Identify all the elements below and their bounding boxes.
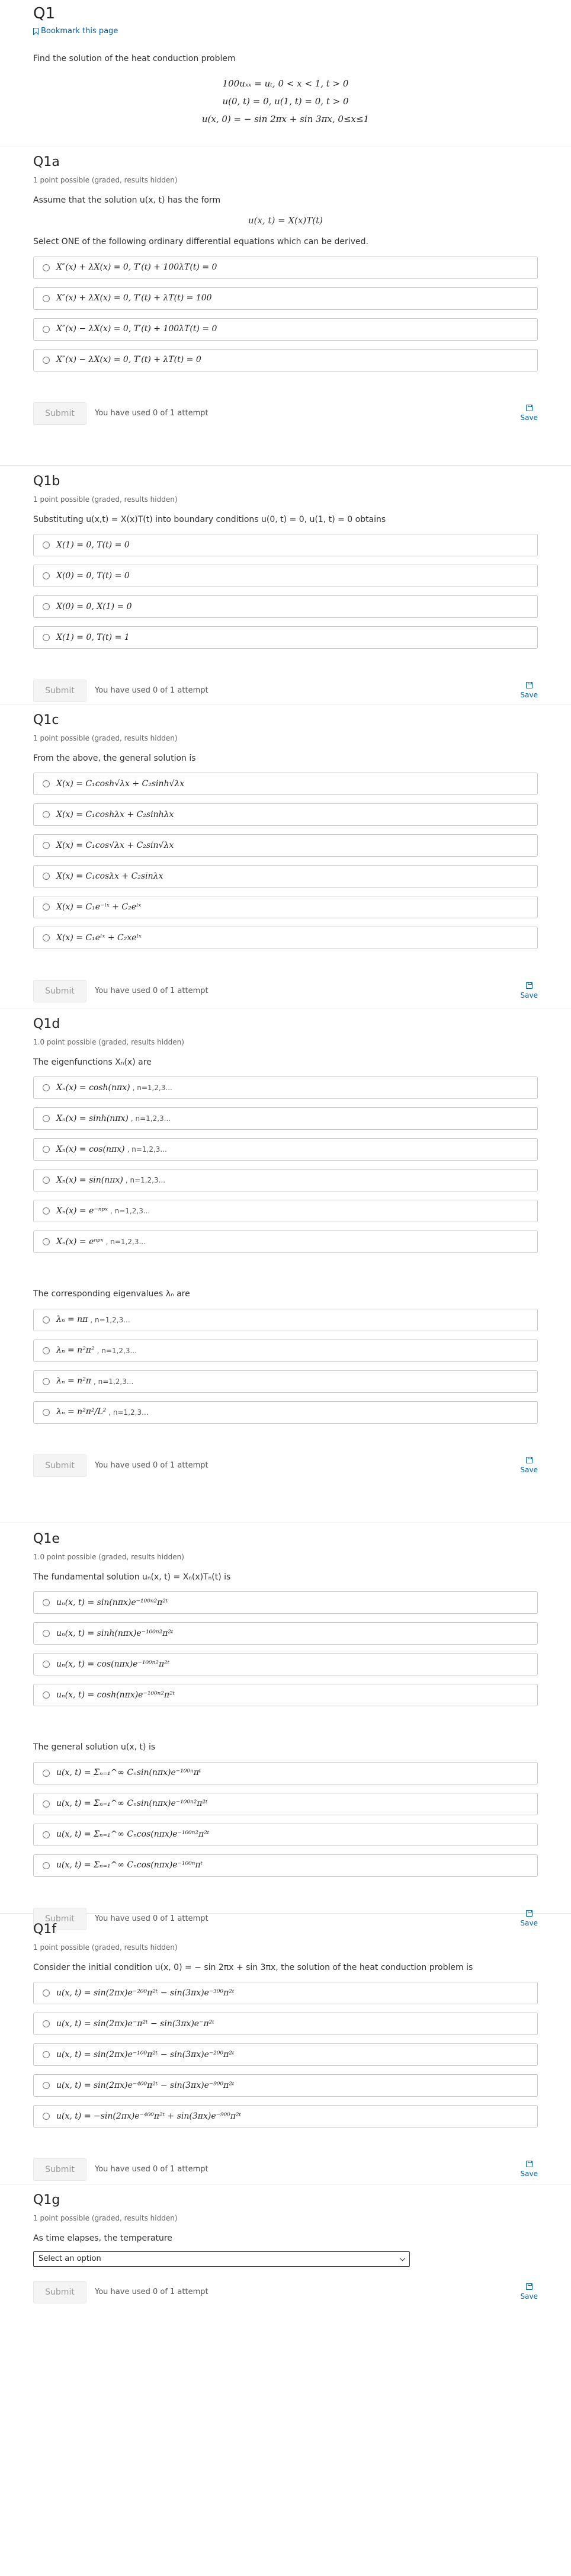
option[interactable]: [33, 534, 538, 556]
option-label: λₙ = nπ: [56, 1315, 88, 1325]
option[interactable]: [33, 865, 538, 887]
option-label: u(x, t) = sin(2πx)e⁻⁴⁰⁰π²ᵗ − sin(3πx)e⁻⁹⁰⁰π²ᵗ: [56, 2080, 235, 2090]
submit-button[interactable]: Submit: [33, 1454, 86, 1477]
radio-button[interactable]: [43, 1316, 50, 1324]
option[interactable]: [33, 595, 538, 618]
option[interactable]: [33, 773, 538, 795]
problem-stem: Consider the initial condition u(x, 0) = − sin 2πx + sin 3πx, the solution of the heat conduction problem is: [33, 1962, 473, 1972]
option-label: X(0) = 0, T(t) = 0: [56, 571, 130, 581]
radio-button[interactable]: [43, 1177, 50, 1184]
radio-button[interactable]: [43, 842, 50, 849]
option[interactable]: [33, 2013, 538, 2035]
save-icon: [526, 2161, 532, 2167]
option[interactable]: [33, 318, 538, 341]
problem-stem: From the above, the general solution is: [33, 753, 196, 763]
save-icon: [526, 682, 532, 688]
option-label: X(x) = C₁cosh√λx + C₂sinh√λx: [56, 778, 185, 789]
option-label: λₙ = n²π²/L²: [56, 1407, 107, 1417]
option-label: Xₙ(x) = eⁿᵖˣ: [56, 1236, 104, 1247]
submit-button[interactable]: Submit: [33, 2158, 86, 2181]
option-label: X(x) = C₁coshλx + C₂sinhλx: [56, 809, 174, 819]
option-label: X″(x) − λX(x) = 0, T′(t) + 100λT(t) = 0: [56, 324, 217, 334]
problem-stem: The fundamental solution uₙ(x, t) = Xₙ(x)Tₙ(t) is: [33, 1572, 231, 1582]
radio-button[interactable]: [43, 934, 50, 941]
save-label: Save: [520, 2292, 538, 2301]
option[interactable]: [33, 626, 538, 649]
save-button[interactable]: [521, 1457, 538, 1475]
radio-button[interactable]: [43, 1347, 50, 1354]
problem-title: Q1b: [33, 474, 60, 489]
radio-button[interactable]: [43, 603, 50, 610]
radio-button[interactable]: [43, 1378, 50, 1385]
option[interactable]: [33, 803, 538, 826]
submit-button[interactable]: Submit: [33, 2281, 86, 2303]
radio-button[interactable]: [43, 1146, 50, 1153]
problem-q1e: [33, 1523, 538, 1927]
attempts-text: You have used 0 of 1 attempt: [95, 1460, 208, 1470]
options-list: [33, 1076, 538, 1253]
radio-button[interactable]: [43, 572, 50, 579]
submit-button[interactable]: Submit: [33, 680, 86, 702]
radio-button[interactable]: [43, 903, 50, 911]
option[interactable]: [33, 2105, 538, 2128]
option[interactable]: [33, 1231, 538, 1253]
answer-dropdown[interactable]: [33, 2251, 410, 2267]
option[interactable]: [33, 349, 538, 371]
option-label: uₙ(x, t) = cosh(nπx)e⁻¹⁰⁰ⁿ²π²ᵗ: [56, 1690, 175, 1700]
save-label: Save: [520, 413, 538, 422]
options-list-2: [33, 1762, 538, 1877]
options-list-2: [33, 1309, 538, 1424]
option[interactable]: [33, 1138, 538, 1161]
option-label: u(x, t) = Σₙ₌₁^∞ Cₙcos(nπx)e⁻¹⁰⁰ⁿ²π²ᵗ: [56, 1830, 210, 1840]
radio-button[interactable]: [43, 1989, 50, 1997]
problem-stem-2: Select ONE of the following ordinary differential equations which can be derived.: [33, 237, 368, 247]
radio-button[interactable]: [43, 1409, 50, 1416]
option[interactable]: [33, 1076, 538, 1099]
option[interactable]: [33, 2074, 538, 2097]
problem-q1g: [33, 2184, 538, 2303]
option-label: X(1) = 0, T(t) = 1: [56, 632, 130, 642]
radio-button[interactable]: [43, 1661, 50, 1668]
option[interactable]: [33, 2043, 538, 2066]
option-label: Xₙ(x) = sinh(nπx): [56, 1113, 129, 1123]
radio-button[interactable]: [43, 1800, 50, 1808]
submit-button[interactable]: Submit: [33, 402, 86, 425]
option-label: uₙ(x, t) = cos(nπx)e⁻¹⁰⁰ⁿ²π²ᵗ: [56, 1659, 170, 1669]
option[interactable]: [33, 1591, 538, 1614]
bookmark-icon: [33, 28, 39, 35]
option-label: u(x, t) = −sin(2πx)e⁻⁴⁰⁰π²ᵗ + sin(3πx)e⁻⁹⁰⁰π²ᵗ: [56, 2111, 242, 2121]
options-list: [33, 773, 538, 949]
action-bar: [33, 2158, 538, 2181]
problem-meta: 1 point possible (graded, results hidden): [33, 176, 178, 184]
problem-meta: 1.0 point possible (graded, results hidden): [33, 1553, 184, 1561]
problem-q1b: [33, 466, 538, 704]
option[interactable]: [33, 257, 538, 279]
submit-button[interactable]: Submit: [33, 980, 86, 1002]
radio-button[interactable]: [43, 2082, 50, 2089]
option-label: u(x, t) = Σₙ₌₁^∞ Cₙsin(nπx)e⁻¹⁰⁰ⁿ²π²ᵗ: [56, 1799, 208, 1809]
assumed-form-equation: u(x, t) = X(x)T(t): [248, 215, 323, 226]
options-list: [33, 1591, 538, 1706]
radio-button[interactable]: [43, 295, 50, 302]
action-bar: [33, 1454, 538, 1477]
attempts-text: You have used 0 of 1 attempt: [95, 2165, 208, 2174]
option-suffix: , n=1,2,3...: [108, 1408, 149, 1417]
option[interactable]: [33, 1762, 538, 1784]
problem-intro: [33, 53, 538, 146]
problem-stem: As time elapses, the temperature: [33, 2233, 172, 2243]
option[interactable]: [33, 1340, 538, 1362]
action-bar: [33, 980, 538, 1002]
save-button[interactable]: [521, 682, 538, 700]
save-icon: [526, 982, 532, 989]
intro-equation-2: u(0, t) = 0, u(1, t) = 0, t > 0: [222, 95, 349, 107]
page-title: Q1: [33, 5, 56, 23]
option-label: X″(x) + λX(x) = 0, T′(t) + λT(t) = 100: [56, 293, 212, 303]
option-suffix: , n=1,2,3...: [90, 1315, 130, 1324]
save-label: Save: [520, 991, 538, 999]
option[interactable]: [33, 1854, 538, 1877]
radio-button[interactable]: [43, 1862, 50, 1869]
radio-button[interactable]: [43, 1084, 50, 1091]
problem-title: Q1d: [33, 1017, 60, 1031]
problem-meta: 1 point possible (graded, results hidden): [33, 734, 178, 742]
option[interactable]: [33, 927, 538, 949]
radio-button[interactable]: [43, 873, 50, 880]
radio-button[interactable]: [43, 326, 50, 333]
radio-button[interactable]: [43, 811, 50, 818]
radio-button[interactable]: [43, 264, 50, 271]
problem-title: Q1e: [33, 1531, 60, 1546]
save-label: Save: [520, 1918, 538, 1927]
problem-stem: Assume that the solution u(x, t) has the form: [33, 195, 221, 205]
action-bar: [33, 402, 538, 425]
option-suffix: , n=1,2,3...: [94, 1377, 134, 1386]
attempts-text: You have used 0 of 1 attempt: [95, 2287, 208, 2297]
option-label: X(0) = 0, X(1) = 0: [56, 601, 132, 611]
radio-button[interactable]: [43, 1115, 50, 1122]
option-label: λₙ = n²π²: [56, 1345, 95, 1356]
option[interactable]: [33, 1309, 538, 1331]
page-header: [33, 5, 538, 47]
radio-button[interactable]: [43, 634, 50, 641]
save-button[interactable]: [521, 2283, 538, 2302]
save-icon: [526, 2283, 532, 2290]
intro-equation-3: u(x, 0) = − sin 2πx + sin 3πx, 0≤x≤1: [201, 113, 370, 124]
dropdown-value: Select an option: [39, 2254, 101, 2264]
option-suffix: , n=1,2,3...: [110, 1206, 150, 1215]
radio-button[interactable]: [43, 357, 50, 364]
option[interactable]: [33, 1793, 538, 1815]
option[interactable]: [33, 1169, 538, 1191]
chevron-down-icon: [400, 2255, 406, 2261]
option-suffix: , n=1,2,3...: [127, 1145, 167, 1154]
save-label: Save: [520, 1465, 538, 1474]
option-label: u(x, t) = Σₙ₌₁^∞ Cₙcos(nπx)e⁻¹⁰⁰ⁿπᵗ: [56, 1860, 203, 1870]
problem-title: Q1g: [33, 2193, 60, 2207]
problem-stem-2: The general solution u(x, t) is: [33, 1742, 156, 1752]
bookmark-label: Bookmark this page: [41, 27, 118, 36]
option-label: X″(x) + λX(x) = 0, T′(t) + 100λT(t) = 0: [56, 262, 217, 273]
radio-button[interactable]: [43, 1770, 50, 1777]
problem-q1a: [33, 146, 538, 465]
option-label: X″(x) − λX(x) = 0, T′(t) + λT(t) = 0: [56, 355, 201, 365]
attempts-text: You have used 0 of 1 attempt: [95, 986, 208, 996]
problem-stem-2: The corresponding eigenvalues λₙ are: [33, 1289, 190, 1299]
option-suffix: , n=1,2,3...: [105, 1237, 146, 1246]
option-label: X(x) = C₁e⁻ˡˣ + C₂eˡˣ: [56, 902, 142, 912]
radio-button[interactable]: [43, 542, 50, 549]
intro-text: Find the solution of the heat conduction problem: [33, 54, 236, 63]
problem-stem: Substituting u(x,t) = X(x)T(t) into boundary conditions u(0, t) = 0, u(1, t) = 0 obtains: [33, 514, 386, 524]
option-label: u(x, t) = Σₙ₌₁^∞ Cₙsin(nπx)e⁻¹⁰⁰ⁿπᵗ: [56, 1768, 201, 1778]
submit-button[interactable]: Submit: [33, 1908, 86, 1930]
option-suffix: , n=1,2,3...: [125, 1175, 166, 1184]
radio-button[interactable]: [43, 1599, 50, 1606]
problem-meta: 1 point possible (graded, results hidden): [33, 2214, 178, 2222]
option[interactable]: [33, 1824, 538, 1846]
option-label: X(x) = C₁cos√λx + C₂sin√λx: [56, 840, 174, 850]
save-button[interactable]: [521, 405, 538, 423]
radio-button[interactable]: [43, 1238, 50, 1245]
problem-meta: 1 point possible (graded, results hidden): [33, 1943, 178, 1952]
option-label: λₙ = n²π: [56, 1376, 92, 1386]
option-label: Xₙ(x) = sin(nπx): [56, 1175, 123, 1185]
options-list: [33, 1982, 538, 2128]
attempts-text: You have used 0 of 1 attempt: [95, 686, 208, 696]
option[interactable]: [33, 1107, 538, 1130]
problem-meta: 1 point possible (graded, results hidden): [33, 495, 178, 504]
radio-button[interactable]: [43, 1630, 50, 1637]
problem-title: Q1c: [33, 713, 59, 728]
problem-stem: The eigenfunctions Xₙ(x) are: [33, 1057, 152, 1067]
option[interactable]: [33, 896, 538, 918]
save-label: Save: [520, 690, 538, 699]
options-list: [33, 257, 538, 371]
option-suffix: , n=1,2,3...: [132, 1083, 172, 1092]
option[interactable]: [33, 1622, 538, 1645]
option-suffix: , n=1,2,3...: [130, 1114, 171, 1123]
problem-q1c: [33, 704, 538, 1008]
intro-equation-1: 100uₓₓ = uₜ, 0 < x < 1, t > 0: [222, 78, 349, 89]
option-label: X(x) = C₁eˡˣ + C₂xeˡˣ: [56, 933, 142, 943]
save-icon: [526, 1457, 532, 1463]
problem-q1d: [33, 1008, 538, 1523]
radio-button[interactable]: [43, 1831, 50, 1838]
option-label: X(x) = C₁cosλx + C₂sinλx: [56, 871, 163, 881]
bookmark-link[interactable]: [33, 26, 118, 37]
save-icon: [526, 405, 532, 411]
option[interactable]: [33, 1370, 538, 1393]
option-label: u(x, t) = sin(2πx)e⁻²⁰⁰π²ᵗ − sin(3πx)e⁻³⁰⁰π²ᵗ: [56, 1988, 235, 1998]
options-list: [33, 534, 538, 649]
radio-button[interactable]: [43, 1207, 50, 1215]
option[interactable]: [33, 565, 538, 587]
option-label: uₙ(x, t) = sin(nπx)e⁻¹⁰⁰ⁿ²π²ᵗ: [56, 1597, 168, 1607]
problem-q1f: [33, 1914, 538, 2184]
radio-button[interactable]: [43, 2020, 50, 2027]
save-label: Save: [520, 2169, 538, 2178]
option[interactable]: [33, 1684, 538, 1706]
problem-title: Q1a: [33, 155, 60, 169]
action-bar: [33, 2281, 538, 2303]
problem-meta: 1.0 point possible (graded, results hidden): [33, 1038, 184, 1046]
option-label: Xₙ(x) = cos(nπx): [56, 1144, 125, 1154]
attempts-text: You have used 0 of 1 attempt: [95, 1914, 208, 1923]
option[interactable]: [33, 287, 538, 310]
problem-title: Q1f: [33, 1922, 57, 1937]
option[interactable]: [33, 834, 538, 857]
option-label: u(x, t) = sin(2πx)e⁻π²ᵗ − sin(3πx)e⁻π²ᵗ: [56, 2018, 214, 2029]
save-button[interactable]: [521, 982, 538, 1001]
action-bar: [33, 680, 538, 702]
radio-button[interactable]: [43, 1691, 50, 1699]
option-label: Xₙ(x) = cosh(nπx): [56, 1082, 130, 1092]
option-label: Xₙ(x) = e⁻ⁿᵖˣ: [56, 1206, 108, 1216]
radio-button[interactable]: [43, 2051, 50, 2058]
radio-button[interactable]: [43, 2113, 50, 2120]
save-button[interactable]: [521, 2161, 538, 2179]
option[interactable]: [33, 1200, 538, 1222]
option[interactable]: [33, 1401, 538, 1424]
option[interactable]: [33, 1653, 538, 1675]
option-suffix: , n=1,2,3...: [97, 1346, 137, 1355]
radio-button[interactable]: [43, 780, 50, 787]
attempts-text: You have used 0 of 1 attempt: [95, 408, 208, 418]
option[interactable]: [33, 1982, 538, 2004]
option-label: u(x, t) = sin(2πx)e⁻¹⁰⁰π²ᵗ − sin(3πx)e⁻²⁰⁰π²ᵗ: [56, 2049, 235, 2059]
option-label: uₙ(x, t) = sinh(nπx)e⁻¹⁰⁰ⁿ²π²ᵗ: [56, 1628, 174, 1638]
option-label: X(1) = 0, T(t) = 0: [56, 540, 130, 550]
